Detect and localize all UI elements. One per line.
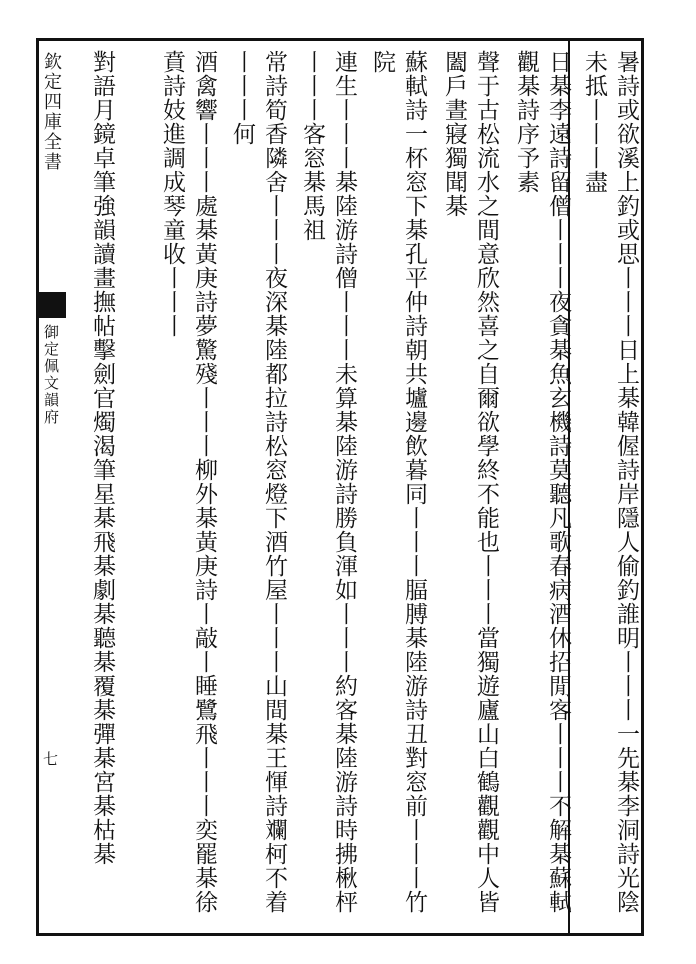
fishtail-mark xyxy=(36,292,66,318)
text-column-3: 聲于古松流水之間意欣然喜之自爾欲學終不能也丨丨丨當獨遊廬山白鶴觀觀中人皆闔戶晝寢獨聞棊 xyxy=(441,50,499,914)
text-column-7: 酒禽響丨丨丨處棊黃庚詩夢驚殘丨丨丨柳外棊黃庚詩丨敲丨睡鷺飛丨丨丨奕罷棊徐賁詩妓進調成琴童收丨丨丨 xyxy=(159,50,217,914)
text-column-4: 蘇軾詩一杯窓下棊孔平仲詩朝共壚邊飲暮同丨丨丨腷膊棊陸游詩丑對窓前丨丨丨竹院 xyxy=(369,50,427,914)
text-column-8: 對語月鏡卓筆強韻讀畫撫帖擊劍官燭渴筆星棊飛棊劇棊聽棊覆棊彈棊宮棊枯棊 xyxy=(89,50,115,866)
page-number: 七 xyxy=(43,750,59,768)
text-column-5: 連生丨丨丨棊陸游詩僧丨丨丨未算棊陸游詩勝負渾如丨丨丨約客棊陸游詩時拂楸枰丨丨丨客窓棊馬祖 xyxy=(299,50,357,914)
text-column-2: 日棊李遠詩留僧丨丨丨夜貪棊魚玄機詩莫聽凡歌春病酒休招閒客丨丨丨不解棊蘇軾觀棊詩序予素 xyxy=(513,50,571,914)
book-title: 欽定四庫全書 xyxy=(41,52,62,172)
text-column-1: 暑詩或欲溪上釣或思丨丨丨日上棊韓偓詩岸隱人偷釣誰明丨丨丨一先棊李洞詩光陰未抵丨丨丨盡 xyxy=(581,50,639,914)
book-subtitle: 御定佩文韻府 xyxy=(42,324,60,426)
text-column-6: 常詩筍香隣舍丨丨丨夜深棊陸都拉詩松窓燈下酒竹屋丨丨丨山間棊王惲詩斕柯不着丨丨丨何 xyxy=(229,50,287,914)
